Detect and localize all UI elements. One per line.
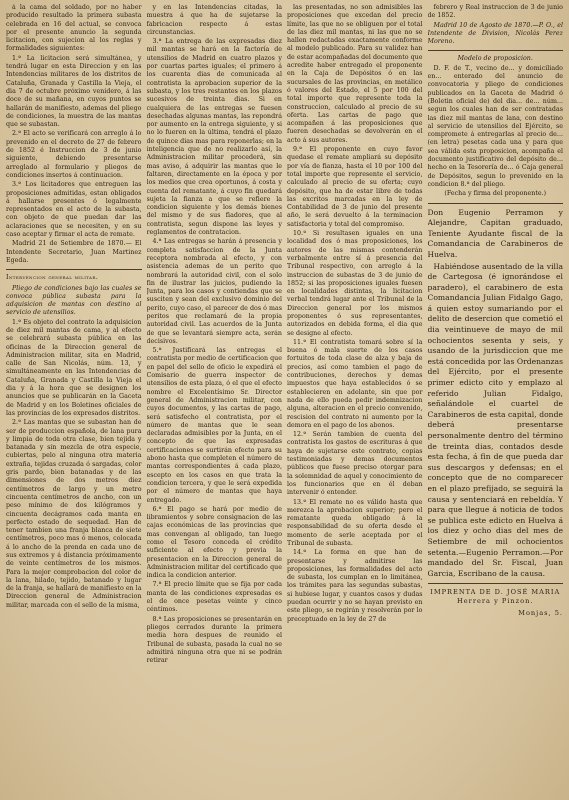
paragraph: 9.ª El proponente en cuyo favor quedase el remate ampliará su depósito por vía de fianza, hasta el 10 por 100 del total importe que represente el servicio, calculado al precio de su oferta; cuyo depósito, que ha de estar libre de todas las excritos marcadas en la ley de Contabilidad de 3 de junio del presente año, le será devuelto á la terminacion satisfactoria y total del compromiso.: [287, 146, 423, 228]
imprint-address: Monjas, 5.: [518, 609, 563, 618]
paragraph: 12.ª Serán tambien de cuenta del contratista los gastos de escrituras á que haya de sujetarse este contrato, copias testimoniadas y demas documentos públicos que fuese preciso otorgar para la solemnidad de aquel y conocimiento de los funcionarios que en él deban intervenir ó entender.: [287, 431, 423, 497]
paragraph: 8.ª Las proposiciones se presentarán en pliegos cerrados durante la primera media hora despues de reunido el Tribunal de subasta, pasada la cual no se admitirá ninguna otra que ni se podrán retirar: [146, 615, 282, 665]
model-body: D. F. de T., vecino de... y domiciliado en... enterado del anuncio de convocatoria y pliego de condiciones publicados en la Gaceta de Madrid ó (Boletin oficial de) del dia... de... núm... segun los cuales han de ser contratadas las diez mil mantas de lana, con destino al servicio de utensilios del Ejército, se compromete á entregarlas al precio de... (en letra) pesetas cada una y para que sea válida esta proposicion, acompaña el documento justificativo del depósito de... hecho en la Tesorería de... ó Caja general de Depósitos, segun lo prevenido en la condicion 8.ª del pliego.: [427, 64, 563, 188]
paragraph: 5.ª Justificará las entregas el contratista por medio de certificacion que en papel del sello de oficio le expedirá el Comisario de guerra inspector de utensilios de esta plaza, ó el que el efecto nombre el Excelentísimo Sr. Director general de Administracion militar, con cuyos documentos, y las cartas de pago, será satisfecho el contratista, por el número de mantas que le sean declaradas admisibles por la Junta, en el concepto de que las expresadas certificaciones se surtirán efecto para su abono hasta que completen el número de mantas correspondientes á cada plazo, escepto en los casos en que trata la condicion tercera, y que le será expedida por el número de mantas que haya entregado.: [146, 347, 282, 504]
model-title: Modelo de proposicion.: [457, 55, 533, 63]
section-heading: Intervencion general militar.: [6, 274, 99, 282]
edict-notice: [428, 208, 564, 580]
section-intro: Pliego de condiciones bajo las cuales se convoca pública subasta para la adquisicion de mantas con destino al servicio de utensilios.: [6, 284, 142, 317]
paragraph: 14.ª La forma en que han de presentarse y admitirse las proposiciones, las formalidades del acto de subasta, los cumplan en lo limitánea, los trámites para las segundas subastas, si hubiese lugar, y cuantos casos y dudas puedan ocurrir y no se hayan previsto en este pliego, se regirán y resolverán por lo preceptuado en la ley de 27 de: [287, 549, 423, 623]
paragraph: 7.ª El precio límite que se fija por cada manta de las condiciones expresadas es el de once pesetas veinte y cinco céntimos.: [146, 581, 282, 614]
paragraph: 6.ª El pago se hará por medio de libramientos y sobre consignacion de las cajas económicas de las provincias que mas convengan al obligado, tan luego como el Tesoro conceda el crédito suficiente al efecto y previa la presentacion en la Direccion general de Administracion militar del certificado que indica la condicion anterior.: [146, 505, 282, 580]
notice-body: Habiéndose ausentado de la villa de Cartegosa (é ignorándose el paradero), el carabinero de esta Comandancia Julian Fidalgo Gago, á quien estoy sumariando por el delito de desercion que cometió el dia veintinueve de mayo de mil ochocientos sesenta y seis, y usando de la jurisdiccion que me está concedida por las Ordenanzas del Ejército, por el presente primer edicto cito y emplazo al referido Julian Fidalgo, señalándole el cuartel de Carabineros de esta capital, donde deberá presentarse personalmente dentro del término de treinta dias, contados desde esta fecha, á fin de que pueda dar sus descargos y defensas; en el concepto que de no comparecer en el plazo prefijado, se seguirá la causa y sentenciará en rebeldía. Y para que llegue á noticia de todos se publica este edicto en Huelva á los diez y ocho dias del mes de Setiembre de mil ochocientos setenta.—Eugenio Perramon.—Por mandado del Sr. Fiscal, Juan Garcia, Escribano de la causa.: [427, 261, 563, 578]
paragraph: las presentadas, no son admisibles las proposiciones que excedan del precio límite, las que no se obliguen por el total de las diez mil mantas, ni las que no se hallen redactadas exactamente conforme al modelo publicado. Para su validez han de estar acompañadas del documento que acredite haber entregado el proponente en la Caja de Depósitos ó en las sucursales de las provincias, en metálico ó valores del Estado, el 5 por 100 del total importe que represente toda la construccion, calculado al precio de su oferta. Las cartas de pago que acompañen á las proposiciones que fueren desechadas se devolverán en el acto á sus autores.: [287, 4, 423, 144]
column-3: [287, 4, 423, 794]
signature: Madrid 10 de Agosto de 1870.—P. O., el Intendente de Division, Nicolás Perez Moreno.: [427, 21, 563, 46]
paragraph: 4.ª Las entregas se harán á presencia y completa satisfaccion de la Junta receptora nombrada al efecto, y con asistencia ademas de un perito que nombrará la autoridad civil, con el solo fin de ilustrar las juicios, pudiendo la Junta, para los casos y contiendas que se susciten y sean del exclusivo dominio del perito, cuyo caso, el parecer de dos ó mas peritos que reclamará de la propia autoridad civil. Las acuerdos de la Junta de que se levantará siempre acta, serán decisivos.: [146, 238, 282, 345]
paragraph: 2.ª El acto se verificará con arreglo á lo prevenido en el decreto de 27 de febrero de 1852 é Instruccion de 3 de junio siguiente, debiendo presentarse arreglado al formulario y pliegos de condiciones insertos á continuacion.: [6, 130, 142, 179]
paragraph: 1.ª Es objeto del contrato la adquisicion de diez mil mantas de cama, y al efecto se celebrará subasta pública en las oficinas de la Direccion general de Administracion militar, sita en Madrid, calle de San Nicolás, núm. 13, y simultáneamente en las Intendencias de Cataluña, Granada y Castilla la Vieja el dia y á la hora que se designen los anuncios que se publicarán en la Gaceta de Madrid y en los Boletines oficiales de las provincias de los expresados distritos.: [6, 318, 142, 417]
column-4: [428, 4, 564, 794]
paragraph: 1.ª La licitacion será simultánea, y tendrá lugar en esta Direccion y en las Intendencias militares de los distritos de Cataluña, Granada y Castilla la Vieja, el dia 7 de octubre próximo venidero, á las doce de su mañana, en cuyos puntos se hallarán de manifiesto, ademas del pliego de condiciones, la muestra de las mantas que se subastan.: [6, 54, 142, 129]
paragraph: 3.ª Los licitadores que entreguen las proposiciones admitidas, estan obligados á hallarse presentes ó legalmente representados en el acto de la subasta, con objeto de que puedan dar las aclaraciones que se necesiten, y en su caso aceptar y firmar el acta de remate.: [6, 181, 142, 239]
paragraph: 10.ª Si resultasen iguales en una localidad dos ó mas proposiciones, los autores de las mismas contenderán verbalmente entre sí á presencia del Tribunal respectivo, con arreglo á la instruccion de subastas de 3 de junio de 1852; si las proposiciones iguales fuesen en localidades distintas, la licitacion verbal tendrá lugar ante el Tribunal de la Direccion general por los mismos proponentes ó sus representantes, autorizados en debida forma, el dia que se designe al efecto.: [287, 230, 423, 337]
paragraph: 11.ª El contratista tomará sobre sí la buena ó mala suerte de los casos fortuitos de toda clase de alza y baja de precios, así como tambien el pago de contribuciones, derechos y demas impuestos que haya establecidos ó se establecieren en adelante, sin que por nada de ello pueda pedir indemnizacion alguna, alteracion en el precio convenido, rescision del contrato ni aumento por la demora en el pago de los abonos.: [287, 338, 423, 429]
paragraph: 3.ª La entrega de las expresadas diez mil mantas se hará en la factoría de utensilios de Madrid en cuatro plazos y por cuartas partes iguales; el primero á los cuarenta dias de comunicada al contratista la aprobacion superior de la subasta, y los tres restantes en los plazos sucesivos de treinta dias. Si en cualquiera de las entregas se fuesen desechadas algunas mantas, las repondrá por aumento en la entrega siguiente, y si no lo fueren en la última, tendrá el plazo de quince dias mas para reponerlas; en la inteligencia que de no realizarlo así, la Administracion militar procederá, sin mas aviso, á adquirir las mantas que le faltaren, directamente en la época y por los medios que crea oportunos, á costa y cuenta del rematante, á cuyo fin quedará sujeta la fianza a que se refiere la condicion siguiente y los demás bienes del mismo y de sus fiadores, que al contratista, segun dispone las leyes y reglamentos de contratacion.: [146, 38, 282, 237]
column-1: [6, 4, 142, 794]
signature: Madrid 21 de Setiembre de 1870.— El Intendente Secretario, Juan Martinez Egeda.: [6, 240, 142, 264]
divider: [428, 50, 564, 51]
paragraph: á la cama del soldado, por no haber producido resultado la primera subasta celebrada en 16 del actual, se convoca por el presente anuncio la segunda licitacion, con sujecion al los reglas y formalidades siguientes:: [6, 4, 142, 53]
paragraph: 2.ª Las mantas que se subastan han de ser de produccion española, de lana pura y limpia de toda otra clase, bien tejida y batanada y sin mezcla de otra especie, cubiertas, pelo al ninguna otra materia extraña, tejidas cruzada ó sargadas, color gris pardo, bien batanadas y de las dimensiones de dos metros diez centímetros de largo y un metro cincuenta centímetros de ancho, con un peso mínimo de dos kilógramos y cincuenta decágramos cada manta en perfecto estado de sequedad. Han de tener tambien una franja blanca de siete centímetros, poco mas ó menos, colocada á lo ancho de la prenda en cada uno de sus extremos y á distancia próximamente de veinte centímetros de los mismos. Para la mejor comprobacion del color de la lana, hilado, tejido, batanado y lugar de la franja, se hallará de manifiesto en la Direccion general de Administracion militar, marcada con el sello de la misma,: [6, 419, 142, 609]
imprint: IMPRENTA DE D. JOSÉ MARIA Herrera y Pinzon.: [430, 588, 561, 605]
model-signature: (Fecha y firma del proponente.): [444, 190, 547, 198]
paragraph: y en las Intendencias citadas, la muestra á que ha de sujetarse la fabricacion respecto á estas circunstancias.: [146, 4, 282, 36]
paragraph: 13.ª El remate no es válido hasta que merezca la aprobacion superior; pero el rematante queda obligado á la responsabilidad de su oferta desde el momento de serle aceptada por el Tribunal de subasta.: [287, 498, 423, 547]
column-2: [147, 4, 283, 794]
divider: [428, 203, 564, 204]
paragraph: febrero y Real instruccion de 3 de junio de 1852.: [427, 4, 563, 20]
divider: [428, 583, 564, 584]
divider: [6, 269, 142, 270]
notice-lead: Don Eugenio Perramon y Alejandre, Capitan graduado, Teniente Ayudante fiscal de la Comandancia de Carabineros de Huelva.: [427, 207, 563, 259]
columns: [6, 4, 563, 794]
